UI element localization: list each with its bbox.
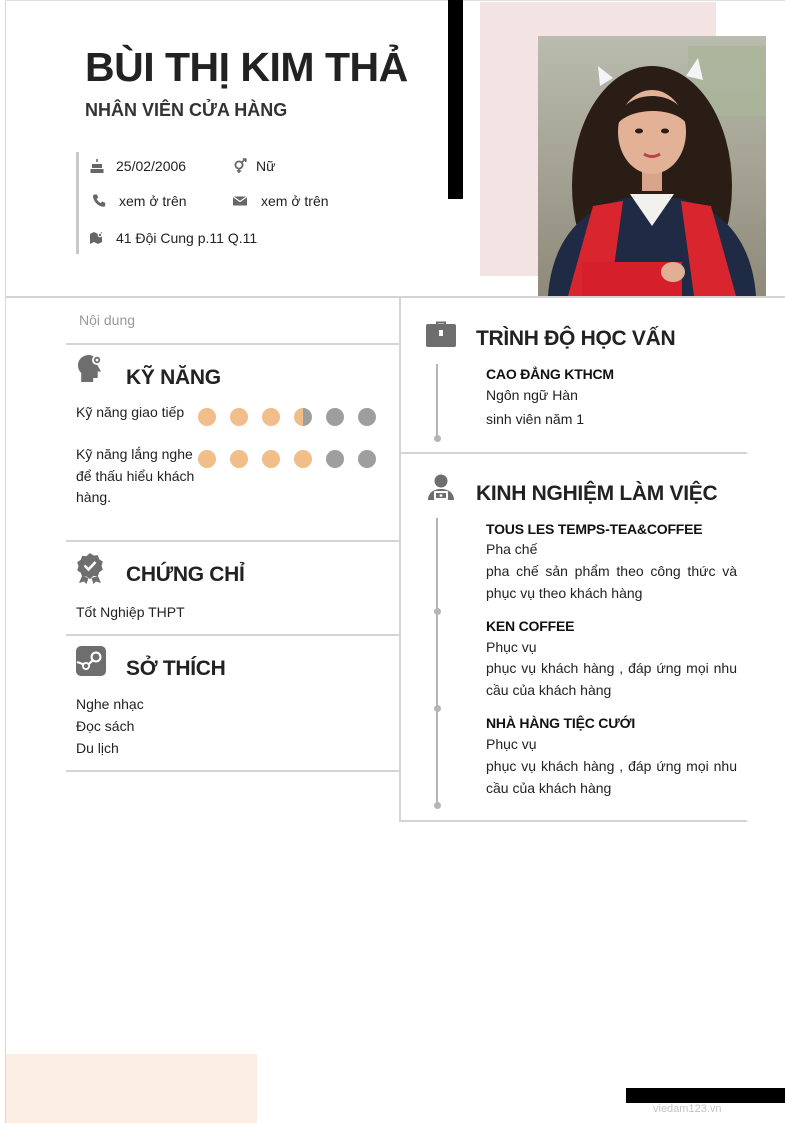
rating-dot (230, 408, 248, 426)
steam-icon (75, 645, 107, 677)
phone-value: xem ở trên (119, 193, 187, 209)
candidate-name: BÙI THỊ KIM THẢ (85, 44, 408, 90)
cake-icon (88, 157, 106, 175)
hobbies-title: SỞ THÍCH (126, 657, 226, 680)
rating-dot (294, 450, 312, 468)
skill-label: Kỹ năng giao tiếp (76, 404, 185, 420)
header-divider (6, 296, 785, 298)
gender-icon (231, 157, 249, 175)
map-icon (88, 229, 106, 247)
section-divider (66, 540, 400, 542)
section-divider (400, 452, 747, 454)
birthday-item (88, 157, 186, 175)
job-description: phục vụ khách hàng , đáp ứng mọi nhu cầu của khách hàng (486, 660, 737, 698)
school-name: CAO ĐẲNG KTHCM (486, 366, 614, 382)
section-divider (400, 820, 747, 822)
rating-dot (262, 450, 280, 468)
decorative-peach-block (6, 1054, 257, 1123)
skill-label: Kỹ năng lắng nghe để thấu hiểu khách hàng. (76, 446, 195, 505)
content-placeholder: Nội dung (79, 312, 136, 328)
job-company: TOUS LES TEMPS-TEA&COFFEE (486, 521, 703, 537)
skills-title: KỸ NĂNG (126, 366, 221, 389)
education-title: TRÌNH ĐỘ HỌC VẤN (476, 327, 676, 350)
email-item (231, 192, 329, 210)
job-position: Phục vụ (486, 736, 537, 752)
hobby-item: Đọc sách (76, 718, 135, 734)
job-company: KEN COFFEE (486, 618, 575, 634)
certificates-title: CHỨNG CHỈ (126, 563, 245, 586)
experience-timeline (436, 518, 438, 805)
section-divider (66, 634, 400, 636)
hobby-item: Nghe nhạc (76, 696, 144, 712)
rating-dot (230, 450, 248, 468)
job-description: phục vụ khách hàng , đáp ứng mọi nhu cầu của khách hàng (486, 758, 737, 796)
job-description: pha chế sản phẩm theo công thức và phục vụ theo khách hàng (486, 563, 737, 601)
timeline-dot (434, 705, 441, 712)
section-divider (66, 770, 400, 772)
phone-icon (90, 192, 108, 210)
job-position: Phục vụ (486, 639, 537, 655)
gender-value: Nữ (256, 158, 276, 174)
rating-dot (262, 408, 280, 426)
info-accent-bar (76, 152, 79, 254)
experience-title: KINH NGHIỆM LÀM VIỆC (476, 482, 718, 505)
profile-photo (538, 36, 766, 296)
job-position: Pha chế (486, 541, 538, 557)
timeline-dot (434, 608, 441, 615)
decorative-black-bar (448, 0, 463, 199)
rating-dot (198, 408, 216, 426)
rating-dot (358, 408, 376, 426)
phone-item (90, 192, 187, 210)
birthday-value: 25/02/2006 (116, 158, 187, 174)
head-gear-icon (75, 352, 107, 384)
decorative-black-footer-bar (626, 1088, 785, 1103)
person-laptop-icon (425, 472, 457, 504)
rating-dot (358, 450, 376, 468)
page-border-left (5, 0, 6, 1123)
email-value: xem ở trên (261, 193, 329, 209)
gender-item (231, 157, 275, 175)
school-major: Ngôn ngữ Hàn (486, 387, 578, 403)
education-timeline (436, 364, 438, 439)
section-divider (66, 343, 400, 345)
column-divider (399, 296, 401, 822)
job-title: NHÂN VIÊN CỬA HÀNG (85, 100, 288, 120)
skill-rating (198, 408, 376, 426)
certificate-badge-icon (74, 552, 106, 584)
hobby-item: Du lịch (76, 740, 119, 756)
certificate-item: Tốt Nghiệp THPT (76, 604, 185, 620)
address-item (88, 229, 257, 247)
rating-dot (326, 450, 344, 468)
job-company: NHÀ HÀNG TIỆC CƯỚI (486, 715, 636, 731)
rating-dot (326, 408, 344, 426)
briefcase-icon (425, 318, 457, 350)
timeline-dot (434, 435, 441, 442)
skill-rating (198, 450, 376, 468)
mail-icon (231, 192, 249, 210)
school-status: sinh viên năm 1 (486, 411, 585, 427)
rating-dot (294, 408, 312, 426)
watermark: viedam123.vn (653, 1103, 722, 1115)
timeline-dot (434, 802, 441, 809)
address-value: 41 Đội Cung p.11 Q.11 (116, 230, 258, 246)
page-border-top (5, 0, 785, 1)
rating-dot (198, 450, 216, 468)
